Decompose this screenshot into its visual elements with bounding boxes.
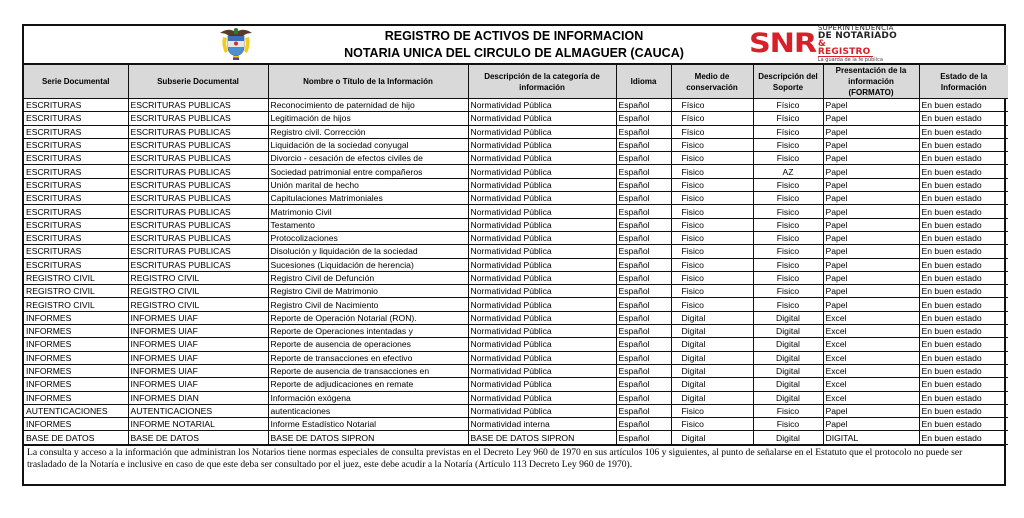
cell-medio: Digital: [671, 311, 753, 324]
cell-nombre: Reporte de ausencia de transacciones en: [268, 364, 468, 377]
cell-soporte: Fisico: [753, 205, 823, 218]
cell-estado: En buen estado: [919, 271, 1008, 284]
cell-soporte: Fisico: [753, 285, 823, 298]
header-descripcion-soporte: Descripción del Soporte: [753, 65, 823, 99]
cell-serie: INFORMES: [24, 325, 128, 338]
header-presentacion-formato: Presentación de la información (FORMATO): [823, 65, 919, 99]
cell-nombre: Testamento: [268, 218, 468, 231]
cell-formato: Papel: [823, 138, 919, 151]
header-medio-conservacion: Medio de conservación: [671, 65, 753, 99]
cell-estado: En buen estado: [919, 258, 1008, 271]
cell-idioma: Español: [616, 404, 671, 417]
cell-medio: Fisico: [671, 192, 753, 205]
cell-nombre: Reporte de transacciones en efectivo: [268, 351, 468, 364]
cell-soporte: Digital: [753, 431, 823, 444]
cell-estado: En buen estado: [919, 285, 1008, 298]
cell-nombre: Reconocimiento de paternidad de hijo: [268, 99, 468, 112]
cell-estado: En buen estado: [919, 178, 1008, 191]
cell-estado: En buen estado: [919, 325, 1008, 338]
cell-serie: ESCRITURAS: [24, 138, 128, 151]
table-row: [24, 351, 1008, 364]
table-row: [24, 245, 1008, 258]
cell-descripcion: BASE DE DATOS SIPRON: [468, 431, 616, 444]
cell-soporte: Fisico: [753, 418, 823, 431]
cell-soporte: Digital: [753, 364, 823, 377]
cell-descripcion: Normatividad Pública: [468, 351, 616, 364]
cell-nombre: Registro Civil de Matrimonio: [268, 285, 468, 298]
cell-formato: Papel: [823, 205, 919, 218]
cell-idioma: Español: [616, 231, 671, 244]
table-row: [24, 112, 1008, 125]
cell-idioma: Español: [616, 311, 671, 324]
cell-formato: Excel: [823, 325, 919, 338]
cell-soporte: Digital: [753, 378, 823, 391]
cell-serie: ESCRITURAS: [24, 165, 128, 178]
cell-estado: En buen estado: [919, 125, 1008, 138]
cell-nombre: Informe Estadístico Notarial: [268, 418, 468, 431]
cell-serie: INFORMES: [24, 311, 128, 324]
cell-serie: ESCRITURAS: [24, 178, 128, 191]
cell-soporte: Fisico: [753, 258, 823, 271]
cell-descripcion: Normatividad Pública: [468, 231, 616, 244]
cell-soporte: Digital: [753, 338, 823, 351]
cell-idioma: Español: [616, 364, 671, 377]
cell-medio: Digital: [671, 378, 753, 391]
cell-medio: Fisico: [671, 285, 753, 298]
cell-nombre: Reporte de Operaciones intentadas y: [268, 325, 468, 338]
cell-serie: AUTENTICACIONES: [24, 404, 128, 417]
cell-idioma: Español: [616, 152, 671, 165]
cell-estado: En buen estado: [919, 231, 1008, 244]
table-row: [24, 431, 1008, 444]
cell-idioma: Español: [616, 99, 671, 112]
cell-soporte: Digital: [753, 325, 823, 338]
cell-soporte: Fisico: [753, 271, 823, 284]
cell-nombre: Divorcio - cesación de efectos civiles de: [268, 152, 468, 165]
cell-idioma: Español: [616, 378, 671, 391]
cell-estado: En buen estado: [919, 99, 1008, 112]
cell-nombre: Legitimación de hijos: [268, 112, 468, 125]
cell-idioma: Español: [616, 298, 671, 311]
cell-nombre: Sociedad patrimonial entre compañeros: [268, 165, 468, 178]
cell-idioma: Español: [616, 112, 671, 125]
table-row: [24, 271, 1008, 284]
cell-formato: Papel: [823, 178, 919, 191]
cell-idioma: Español: [616, 192, 671, 205]
cell-descripcion: Normatividad Pública: [468, 404, 616, 417]
cell-soporte: Digital: [753, 391, 823, 404]
cell-subserie: INFORMES DIAN: [128, 391, 268, 404]
cell-estado: En buen estado: [919, 245, 1008, 258]
cell-estado: En buen estado: [919, 431, 1008, 444]
cell-descripcion: Normatividad Pública: [468, 271, 616, 284]
cell-idioma: Español: [616, 338, 671, 351]
table-row: [24, 99, 1008, 112]
cell-formato: Papel: [823, 218, 919, 231]
cell-idioma: Español: [616, 271, 671, 284]
cell-nombre: Protocolizaciones: [268, 231, 468, 244]
cell-subserie: ESCRITURAS PUBLICAS: [128, 192, 268, 205]
cell-medio: Físico: [671, 112, 753, 125]
cell-estado: En buen estado: [919, 192, 1008, 205]
cell-subserie: INFORME NOTARIAL: [128, 418, 268, 431]
cell-subserie: INFORMES UIAF: [128, 338, 268, 351]
cell-descripcion: Normatividad interna: [468, 418, 616, 431]
cell-serie: INFORMES: [24, 378, 128, 391]
snr-logo-line-1: SUPERINTENDENCIA: [817, 24, 894, 32]
cell-serie: REGISTRO CIVIL: [24, 271, 128, 284]
cell-medio: Fisico: [671, 231, 753, 244]
cell-descripcion: Normatividad Pública: [468, 325, 616, 338]
cell-estado: En buen estado: [919, 418, 1008, 431]
cell-medio: Fisico: [671, 258, 753, 271]
cell-nombre: Disolución y liquidación de la sociedad: [268, 245, 468, 258]
cell-descripcion: Normatividad Pública: [468, 285, 616, 298]
table-row: [24, 418, 1008, 431]
cell-idioma: Español: [616, 258, 671, 271]
cell-nombre: Sucesiones (Liquidación de herencia): [268, 258, 468, 271]
cell-formato: Excel: [823, 364, 919, 377]
cell-descripcion: Normatividad Pública: [468, 218, 616, 231]
table-row: [24, 325, 1008, 338]
cell-formato: Papel: [823, 271, 919, 284]
table-row: [24, 364, 1008, 377]
cell-serie: ESCRITURAS: [24, 245, 128, 258]
cell-serie: ESCRITURAS: [24, 258, 128, 271]
cell-nombre: autenticaciones: [268, 404, 468, 417]
cell-subserie: REGISTRO CIVIL: [128, 271, 268, 284]
table-header-row: [24, 65, 1008, 99]
cell-medio: Fisico: [671, 298, 753, 311]
table-row: [24, 138, 1008, 151]
cell-medio: Digital: [671, 338, 753, 351]
cell-subserie: BASE DE DATOS: [128, 431, 268, 444]
cell-nombre: Registro Civil de Defunción: [268, 271, 468, 284]
cell-subserie: AUTENTICACIONES: [128, 404, 268, 417]
table-row: [24, 205, 1008, 218]
cell-formato: Excel: [823, 351, 919, 364]
cell-soporte: Fisico: [753, 178, 823, 191]
cell-descripcion: Normatividad Pública: [468, 338, 616, 351]
snr-logo-text: [818, 25, 897, 63]
cell-estado: En buen estado: [919, 205, 1008, 218]
cell-soporte: Fisico: [753, 138, 823, 151]
cell-serie: ESCRITURAS: [24, 231, 128, 244]
cell-soporte: Digital: [753, 351, 823, 364]
cell-medio: Digital: [671, 364, 753, 377]
cell-serie: REGISTRO CIVIL: [24, 285, 128, 298]
cell-formato: Papel: [823, 112, 919, 125]
cell-idioma: Español: [616, 285, 671, 298]
cell-estado: En buen estado: [919, 152, 1008, 165]
table-row: [24, 218, 1008, 231]
cell-subserie: INFORMES UIAF: [128, 311, 268, 324]
cell-medio: Fisico: [671, 138, 753, 151]
cell-descripcion: Normatividad Pública: [468, 138, 616, 151]
cell-formato: Excel: [823, 391, 919, 404]
snr-logo-tagline: La guarda de la fe pública: [817, 57, 883, 63]
cell-soporte: Fisico: [753, 298, 823, 311]
header-nombre-titulo: Nombre o Título de la Información: [268, 65, 468, 99]
cell-serie: REGISTRO CIVIL: [24, 298, 128, 311]
table-row: [24, 152, 1008, 165]
cell-subserie: INFORMES UIAF: [128, 325, 268, 338]
cell-idioma: Español: [616, 325, 671, 338]
legal-footnote: La consulta y acceso a la información que administran los Notarios tiene normas especiales de consulta previstas en el Decreto Ley 960 de 1970 en sus artículos 106 y siguientes, al punto de señalarse en el Estatuto que el protocolo no puede ser trasladado de la Notaría e inclusive en caso de que este deba ser consultado por el juez, este debe acudir a la Notaría (Artículo 113 Decreto Ley 960 de 1970).: [24, 445, 1004, 484]
cell-descripcion: Normatividad Pública: [468, 258, 616, 271]
cell-medio: Fisico: [671, 205, 753, 218]
cell-soporte: Físico: [753, 99, 823, 112]
cell-formato: Papel: [823, 231, 919, 244]
snr-logo-mark: SNR: [749, 28, 817, 59]
cell-formato: Excel: [823, 311, 919, 324]
cell-soporte: Digital: [753, 311, 823, 324]
cell-idioma: Español: [616, 351, 671, 364]
cell-idioma: Español: [616, 391, 671, 404]
cell-formato: Papel: [823, 99, 919, 112]
cell-formato: Excel: [823, 338, 919, 351]
table-row: [24, 258, 1008, 271]
cell-descripcion: Normatividad Pública: [468, 178, 616, 191]
title-line-2: NOTARIA UNICA DEL CIRCULO DE ALMAGUER (CAUCA): [344, 46, 684, 60]
cell-medio: Digital: [671, 431, 753, 444]
cell-descripcion: Normatividad Pública: [468, 112, 616, 125]
cell-medio: Fisico: [671, 404, 753, 417]
cell-nombre: BASE DE DATOS SIPRON: [268, 431, 468, 444]
cell-formato: Papel: [823, 165, 919, 178]
cell-nombre: Reporte de Operación Notarial (RON).: [268, 311, 468, 324]
cell-serie: ESCRITURAS: [24, 205, 128, 218]
header-serie-documental: Serie Documental: [24, 65, 128, 99]
cell-subserie: ESCRITURAS PUBLICAS: [128, 138, 268, 151]
cell-serie: ESCRITURAS: [24, 99, 128, 112]
cell-estado: En buen estado: [919, 311, 1008, 324]
snr-logo-line-3: & REGISTRO: [818, 40, 873, 57]
table-row: [24, 192, 1008, 205]
cell-descripcion: Normatividad Pública: [468, 378, 616, 391]
header-subserie-documental: Subserie Documental: [128, 65, 268, 99]
cell-idioma: Español: [616, 418, 671, 431]
snr-logo: [749, 24, 897, 63]
cell-idioma: Español: [616, 138, 671, 151]
table-row: [24, 391, 1008, 404]
cell-estado: En buen estado: [919, 404, 1008, 417]
title-line-1: REGISTRO DE ACTIVOS DE INFORMACION: [384, 29, 644, 43]
table-row: [24, 338, 1008, 351]
cell-subserie: INFORMES UIAF: [128, 364, 268, 377]
cell-estado: En buen estado: [919, 112, 1008, 125]
cell-subserie: ESCRITURAS PUBLICAS: [128, 99, 268, 112]
cell-medio: Digital: [671, 391, 753, 404]
cell-nombre: Capitulaciones Matrimoniales: [268, 192, 468, 205]
cell-estado: En buen estado: [919, 338, 1008, 351]
cell-nombre: Información exógena: [268, 391, 468, 404]
cell-soporte: Fisico: [753, 152, 823, 165]
cell-estado: En buen estado: [919, 165, 1008, 178]
cell-estado: En buen estado: [919, 378, 1008, 391]
cell-serie: INFORMES: [24, 364, 128, 377]
cell-medio: Fisico: [671, 178, 753, 191]
cell-idioma: Español: [616, 165, 671, 178]
cell-subserie: ESCRITURAS PUBLICAS: [128, 205, 268, 218]
cell-estado: En buen estado: [919, 138, 1008, 151]
table-body: [24, 99, 1008, 445]
table-row: [24, 165, 1008, 178]
cell-soporte: AZ: [753, 165, 823, 178]
cell-soporte: Físico: [753, 125, 823, 138]
cell-medio: Fisico: [671, 165, 753, 178]
cell-nombre: Registro Civil de Nacimiento: [268, 298, 468, 311]
cell-formato: Papel: [823, 404, 919, 417]
cell-serie: ESCRITURAS: [24, 218, 128, 231]
cell-idioma: Español: [616, 178, 671, 191]
cell-descripcion: Normatividad Pública: [468, 205, 616, 218]
cell-idioma: Español: [616, 205, 671, 218]
cell-subserie: ESCRITURAS PUBLICAS: [128, 112, 268, 125]
cell-formato: Papel: [823, 298, 919, 311]
asset-register-document: [22, 24, 1006, 486]
cell-descripcion: Normatividad Pública: [468, 99, 616, 112]
cell-serie: ESCRITURAS: [24, 112, 128, 125]
header-estado-informacion: Estado de la Información: [919, 65, 1008, 99]
cell-estado: En buen estado: [919, 391, 1008, 404]
cell-soporte: Fisico: [753, 404, 823, 417]
cell-serie: INFORMES: [24, 351, 128, 364]
title-band: [24, 26, 1004, 65]
cell-descripcion: Normatividad Pública: [468, 311, 616, 324]
cell-serie: INFORMES: [24, 391, 128, 404]
cell-idioma: Español: [616, 125, 671, 138]
cell-serie: BASE DE DATOS: [24, 431, 128, 444]
table-row: [24, 404, 1008, 417]
snr-logo-line-2: DE NOTARIADO: [817, 31, 897, 41]
asset-register-table: [24, 65, 1008, 445]
cell-soporte: Fisico: [753, 218, 823, 231]
cell-nombre: Reporte de adjudicaciones en remate: [268, 378, 468, 391]
cell-formato: Papel: [823, 285, 919, 298]
cell-soporte: Fisico: [753, 192, 823, 205]
cell-formato: Papel: [823, 245, 919, 258]
cell-soporte: Físico: [753, 112, 823, 125]
cell-nombre: Unión marital de hecho: [268, 178, 468, 191]
cell-subserie: ESCRITURAS PUBLICAS: [128, 231, 268, 244]
cell-medio: Fisico: [671, 271, 753, 284]
cell-idioma: Español: [616, 431, 671, 444]
cell-serie: ESCRITURAS: [24, 125, 128, 138]
cell-descripcion: Normatividad Pública: [468, 364, 616, 377]
table-row: [24, 298, 1008, 311]
cell-subserie: INFORMES UIAF: [128, 351, 268, 364]
header-descripcion-categoria: Descripción de la categoría de información: [468, 65, 616, 99]
cell-descripcion: Normatividad Pública: [468, 125, 616, 138]
cell-nombre: Liquidación de la sociedad conyugal: [268, 138, 468, 151]
cell-subserie: ESCRITURAS PUBLICAS: [128, 258, 268, 271]
cell-nombre: Registro civil. Corrección: [268, 125, 468, 138]
cell-serie: INFORMES: [24, 418, 128, 431]
cell-medio: Digital: [671, 351, 753, 364]
cell-idioma: Español: [616, 218, 671, 231]
table-row: [24, 285, 1008, 298]
cell-formato: DIGITAL: [823, 431, 919, 444]
table-row: [24, 378, 1008, 391]
cell-nombre: Reporte de ausencia de operaciones: [268, 338, 468, 351]
cell-idioma: Español: [616, 245, 671, 258]
table-row: [24, 231, 1008, 244]
cell-formato: Papel: [823, 125, 919, 138]
cell-estado: En buen estado: [919, 364, 1008, 377]
cell-formato: Papel: [823, 152, 919, 165]
cell-formato: Excel: [823, 378, 919, 391]
cell-subserie: REGISTRO CIVIL: [128, 285, 268, 298]
cell-descripcion: Normatividad Pública: [468, 298, 616, 311]
cell-subserie: ESCRITURAS PUBLICAS: [128, 125, 268, 138]
cell-soporte: Fisico: [753, 231, 823, 244]
cell-subserie: ESCRITURAS PUBLICAS: [128, 152, 268, 165]
cell-medio: Físico: [671, 99, 753, 112]
cell-medio: Físico: [671, 125, 753, 138]
table-row: [24, 311, 1008, 324]
cell-soporte: Fisico: [753, 245, 823, 258]
cell-formato: Papel: [823, 192, 919, 205]
cell-medio: Fisico: [671, 418, 753, 431]
cell-serie: ESCRITURAS: [24, 192, 128, 205]
cell-medio: Fisico: [671, 218, 753, 231]
table-row: [24, 178, 1008, 191]
cell-subserie: ESCRITURAS PUBLICAS: [128, 165, 268, 178]
cell-subserie: ESCRITURAS PUBLICAS: [128, 245, 268, 258]
table-row: [24, 125, 1008, 138]
cell-descripcion: Normatividad Pública: [468, 245, 616, 258]
cell-subserie: ESCRITURAS PUBLICAS: [128, 178, 268, 191]
header-idioma: Idioma: [616, 65, 671, 99]
cell-descripcion: Normatividad Pública: [468, 152, 616, 165]
cell-subserie: ESCRITURAS PUBLICAS: [128, 218, 268, 231]
cell-estado: En buen estado: [919, 298, 1008, 311]
cell-subserie: REGISTRO CIVIL: [128, 298, 268, 311]
cell-serie: INFORMES: [24, 338, 128, 351]
cell-medio: Digital: [671, 325, 753, 338]
cell-subserie: INFORMES UIAF: [128, 378, 268, 391]
cell-medio: Fisico: [671, 152, 753, 165]
cell-estado: En buen estado: [919, 218, 1008, 231]
cell-descripcion: Normatividad Pública: [468, 165, 616, 178]
cell-estado: En buen estado: [919, 351, 1008, 364]
cell-nombre: Matrimonio Civil: [268, 205, 468, 218]
cell-medio: Fisico: [671, 245, 753, 258]
cell-formato: Papel: [823, 418, 919, 431]
cell-descripcion: Normatividad Pública: [468, 192, 616, 205]
cell-serie: ESCRITURAS: [24, 152, 128, 165]
cell-formato: Papel: [823, 258, 919, 271]
cell-descripcion: Normatividad Pública: [468, 391, 616, 404]
